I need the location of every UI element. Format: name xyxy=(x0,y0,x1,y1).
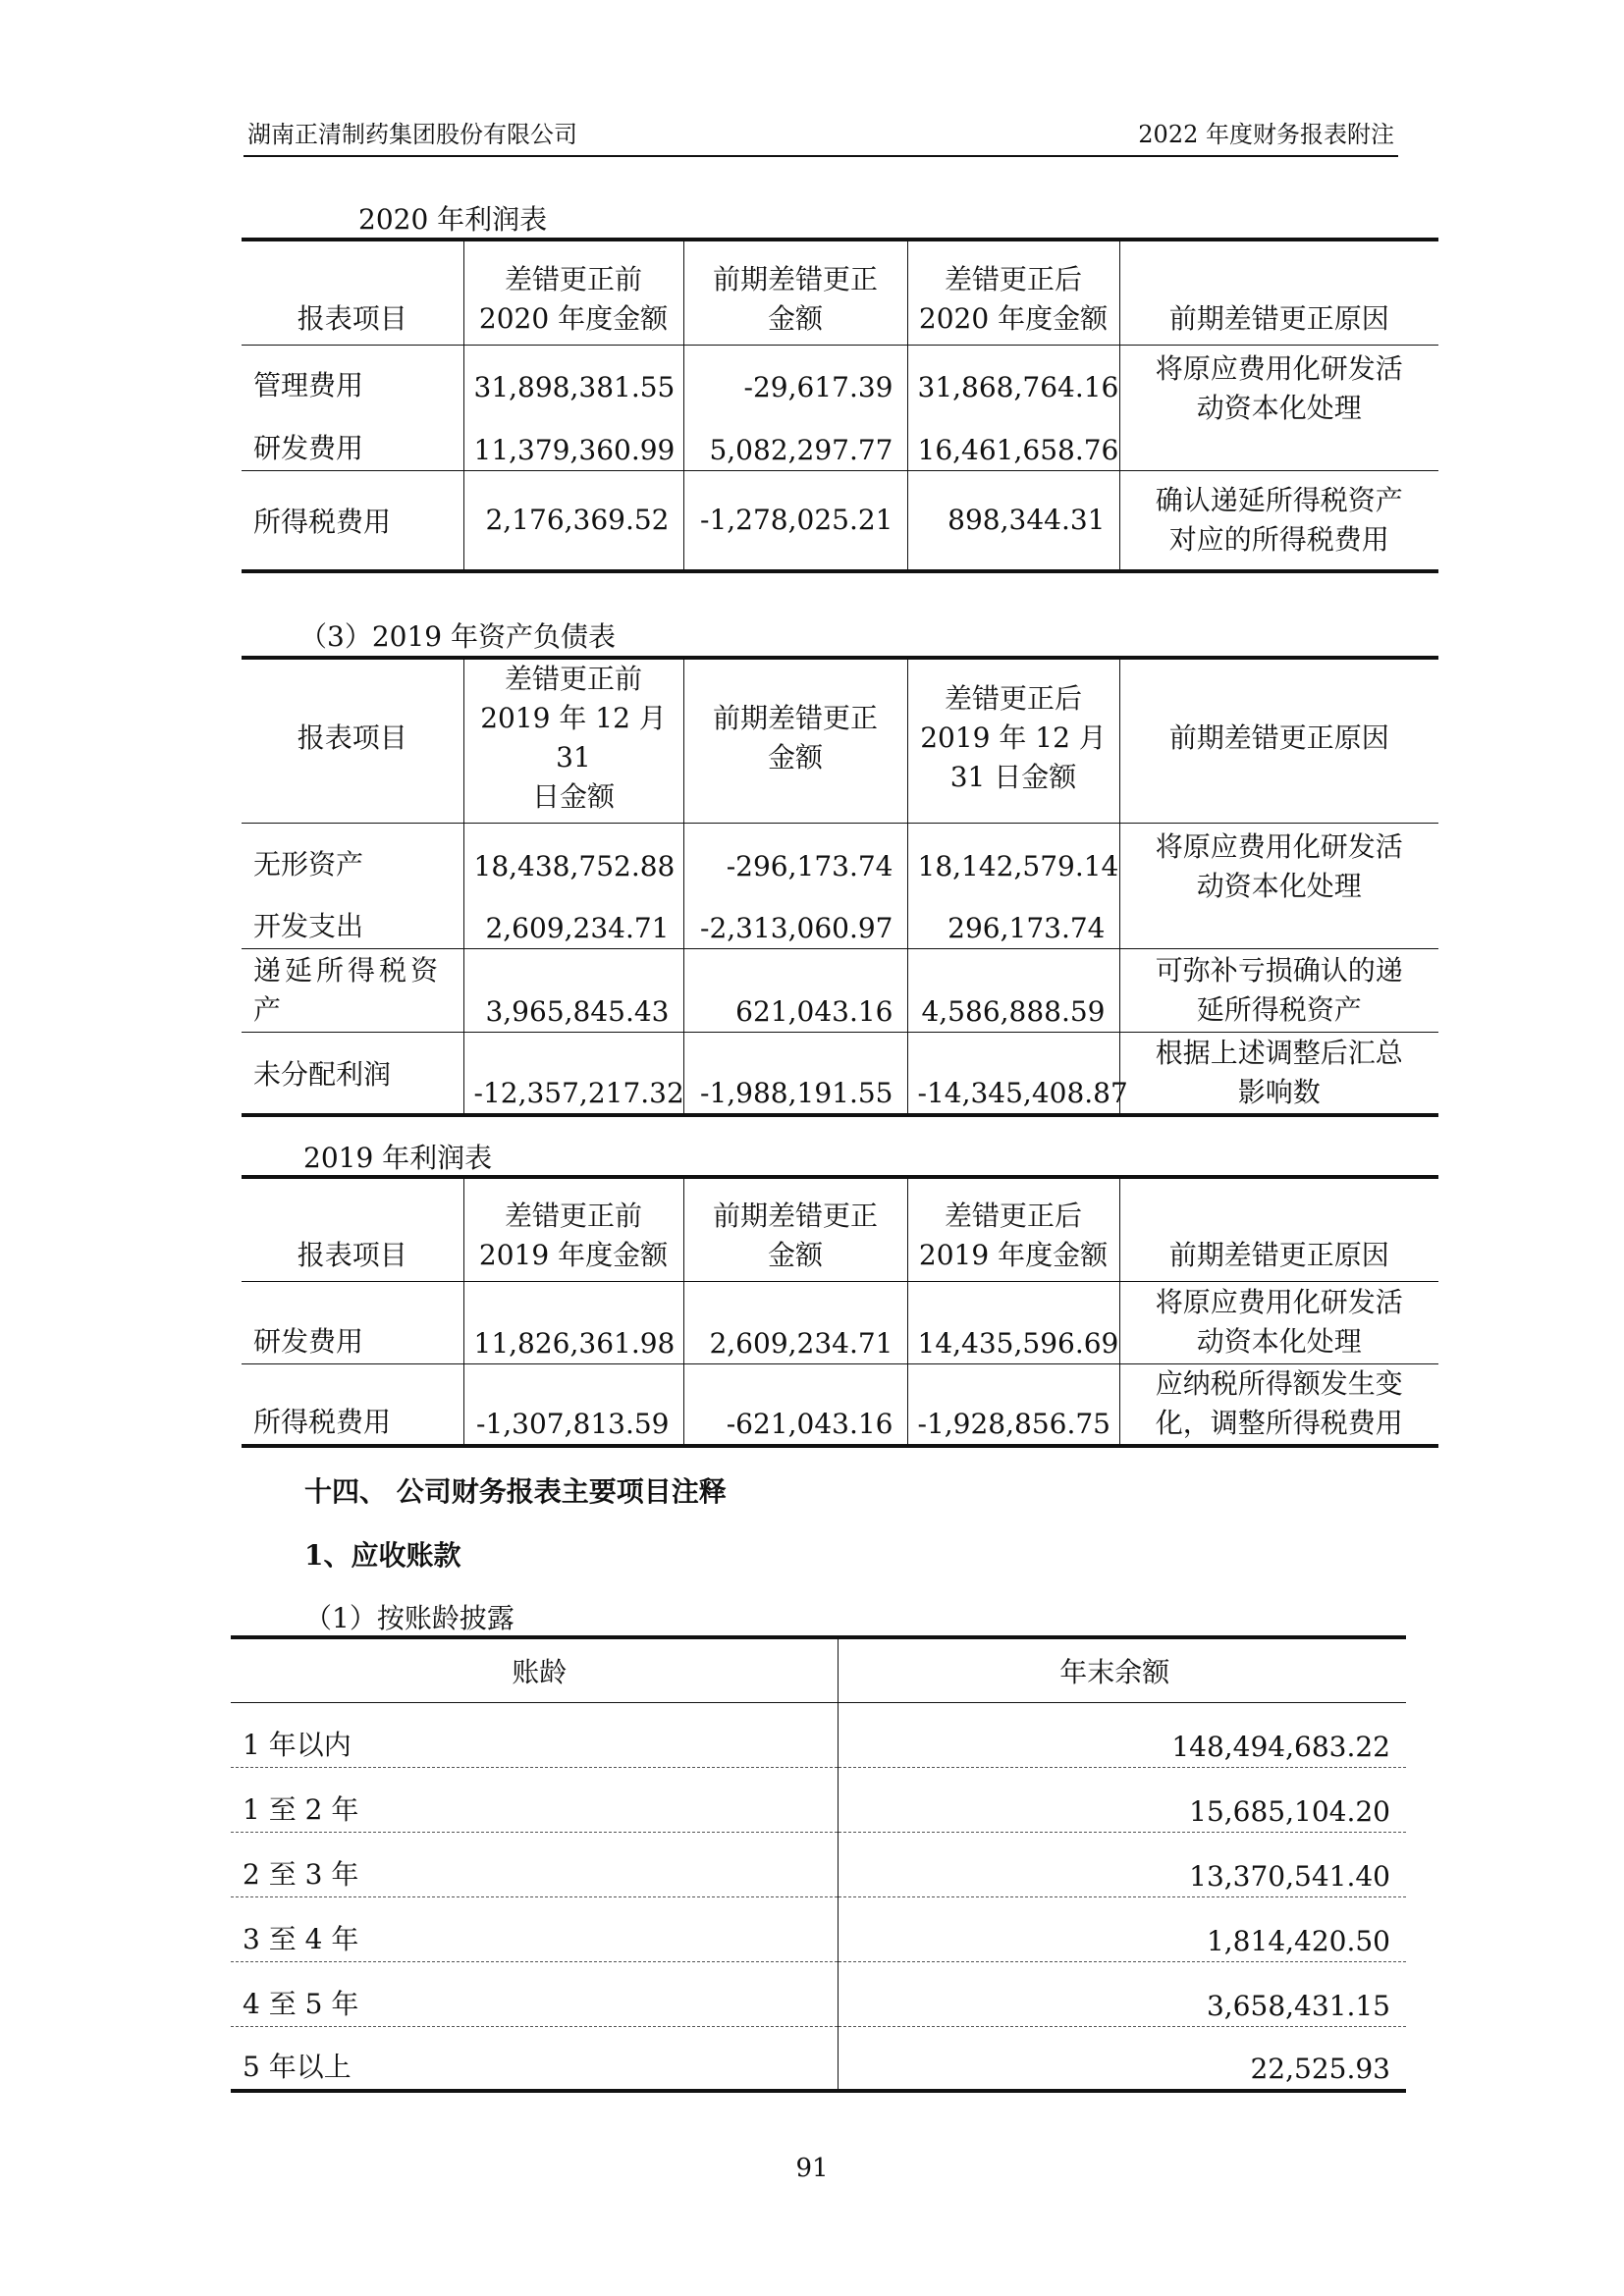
table-row xyxy=(231,1896,1406,1961)
row-reason: 将原应费用化研发活 动资本化处理 xyxy=(1119,824,1438,949)
col-header-before: 差错更正前 2020 年度金额 xyxy=(463,240,683,345)
col-header-item: 报表项目 xyxy=(297,301,407,335)
age-cell: 5 年以上 xyxy=(231,2026,838,2091)
age-cell: 4 至 5 年 xyxy=(231,1961,838,2026)
age-cell: 1 年以内 xyxy=(231,1702,838,1767)
company-name: 湖南正清制药集团股份有限公司 xyxy=(247,121,577,148)
row-correction: 5,082,297.77 xyxy=(683,407,907,470)
amount-cell: 3,658,431.15 xyxy=(838,1961,1406,2026)
table-row xyxy=(231,1832,1406,1896)
table-row xyxy=(231,1702,1406,1767)
row-correction: -29,617.39 xyxy=(683,345,907,407)
amount-cell: 22,525.93 xyxy=(838,2026,1406,2091)
row-item: 开发支出 xyxy=(242,886,463,949)
row-before: 2,176,369.52 xyxy=(463,470,683,571)
age-cell: 2 至 3 年 xyxy=(231,1832,838,1896)
col-header-before: 差错更正前 2019 年 12 月 31 日金额 xyxy=(463,658,683,824)
row-correction: -1,278,025.21 xyxy=(683,470,907,571)
table-row xyxy=(242,1281,1438,1363)
row-item: 递延所得税资 产 xyxy=(242,949,463,1033)
row-reason: 应纳税所得额发生变 化，调整所得税费用 xyxy=(1119,1363,1438,1446)
amount-cell: 148,494,683.22 xyxy=(838,1702,1406,1767)
row-before: 11,379,360.99 xyxy=(463,407,683,470)
age-cell: 1 至 2 年 xyxy=(231,1767,838,1832)
table-2019-income-caption: 2019 年利润表 xyxy=(303,1142,493,1174)
row-reason: 确认递延所得税资产 对应的所得税费用 xyxy=(1119,470,1438,571)
age-cell: 3 至 4 年 xyxy=(231,1896,838,1961)
col-header-reason: 前期差错更正原因 xyxy=(1119,240,1438,345)
row-reason: 可弥补亏损确认的递 延所得税资产 xyxy=(1119,949,1438,1033)
row-after: -14,345,408.87 xyxy=(907,1033,1119,1115)
aging-table xyxy=(231,1635,1406,2093)
table-row xyxy=(242,470,1438,571)
table-row xyxy=(242,345,1438,407)
row-item: 研发费用 xyxy=(242,1281,463,1363)
row-correction: -621,043.16 xyxy=(683,1363,907,1446)
table-2020-income xyxy=(242,238,1438,573)
table-row xyxy=(242,949,1438,1033)
row-after: 4,586,888.59 xyxy=(907,949,1119,1033)
row-item: 所得税费用 xyxy=(253,1406,392,1438)
col-header-age: 账龄 xyxy=(231,1637,838,1702)
row-before: 11,826,361.98 xyxy=(463,1281,683,1363)
col-header-after: 差错更正后 2019 年度金额 xyxy=(907,1177,1119,1281)
section-heading: 十四、 公司财务报表主要项目注释 xyxy=(304,1475,727,1508)
table-2019-balance-caption: （3）2019 年资产负债表 xyxy=(299,620,616,653)
amount-cell: 15,685,104.20 xyxy=(838,1767,1406,1832)
row-correction: 621,043.16 xyxy=(683,949,907,1033)
report-title: 2022 年度财务报表附注 xyxy=(1138,121,1394,148)
table-row xyxy=(231,1767,1406,1832)
row-correction: 2,609,234.71 xyxy=(683,1281,907,1363)
col-header-correction: 前期差错更正 金额 xyxy=(683,658,907,824)
col-header-correction: 前期差错更正 金额 xyxy=(683,1177,907,1281)
col-header-before: 差错更正前 2019 年度金额 xyxy=(463,1177,683,1281)
row-after: 16,461,658.76 xyxy=(907,407,1119,470)
amount-cell: 13,370,541.40 xyxy=(838,1832,1406,1896)
row-before: -1,307,813.59 xyxy=(463,1363,683,1446)
row-reason: 将原应费用化研发活 动资本化处理 xyxy=(1119,1281,1438,1363)
row-before: 31,898,381.55 xyxy=(463,345,683,407)
row-item: 无形资产 xyxy=(253,847,364,881)
table-2019-balance xyxy=(242,656,1438,1117)
col-header-correction: 前期差错更正 金额 xyxy=(683,240,907,345)
col-header-reason: 前期差错更正原因 xyxy=(1119,1177,1438,1281)
col-header-item: 报表项目 xyxy=(297,721,407,754)
row-before: 3,965,845.43 xyxy=(463,949,683,1033)
col-header-item: 报表项目 xyxy=(297,1238,407,1271)
amount-cell: 1,814,420.50 xyxy=(838,1896,1406,1961)
table-2019-income xyxy=(242,1175,1438,1448)
row-item: 管理费用 xyxy=(253,369,364,401)
row-item: 所得税费用 xyxy=(253,505,392,538)
sub-heading: 1、应收账款 xyxy=(304,1539,461,1572)
row-before: 18,438,752.88 xyxy=(463,824,683,886)
col-header-reason: 前期差错更正原因 xyxy=(1119,658,1438,824)
page-number: 91 xyxy=(795,2154,829,2183)
row-after: 18,142,579.14 xyxy=(907,824,1119,886)
col-header-after: 差错更正后 2020 年度金额 xyxy=(907,240,1119,345)
col-header-amount: 年末余额 xyxy=(838,1637,1406,1702)
table-row xyxy=(242,1033,1438,1115)
table-row xyxy=(242,824,1438,886)
row-after: 898,344.31 xyxy=(907,470,1119,571)
row-item: 未分配利润 xyxy=(253,1057,392,1091)
aging-caption: （1）按账龄披露 xyxy=(304,1602,514,1634)
row-after: 296,173.74 xyxy=(907,886,1119,949)
row-before: 2,609,234.71 xyxy=(463,886,683,949)
row-correction: -2,313,060.97 xyxy=(683,886,907,949)
row-after: -1,928,856.75 xyxy=(907,1363,1119,1446)
row-before: -12,357,217.32 xyxy=(463,1033,683,1115)
page-header xyxy=(244,114,1398,157)
row-correction: -1,988,191.55 xyxy=(683,1033,907,1115)
table-row xyxy=(242,1363,1438,1446)
row-item: 研发费用 xyxy=(242,407,463,470)
table-2020-income-caption: 2020 年利润表 xyxy=(358,203,548,236)
table-row xyxy=(231,2026,1406,2091)
table-row xyxy=(231,1961,1406,2026)
row-reason: 根据上述调整后汇总 影响数 xyxy=(1119,1033,1438,1115)
col-header-after: 差错更正后 2019 年 12 月 31 日金额 xyxy=(907,658,1119,824)
row-correction: -296,173.74 xyxy=(683,824,907,886)
row-after: 14,435,596.69 xyxy=(907,1281,1119,1363)
row-after: 31,868,764.16 xyxy=(907,345,1119,407)
row-reason: 将原应费用化研发活 动资本化处理 xyxy=(1119,345,1438,470)
